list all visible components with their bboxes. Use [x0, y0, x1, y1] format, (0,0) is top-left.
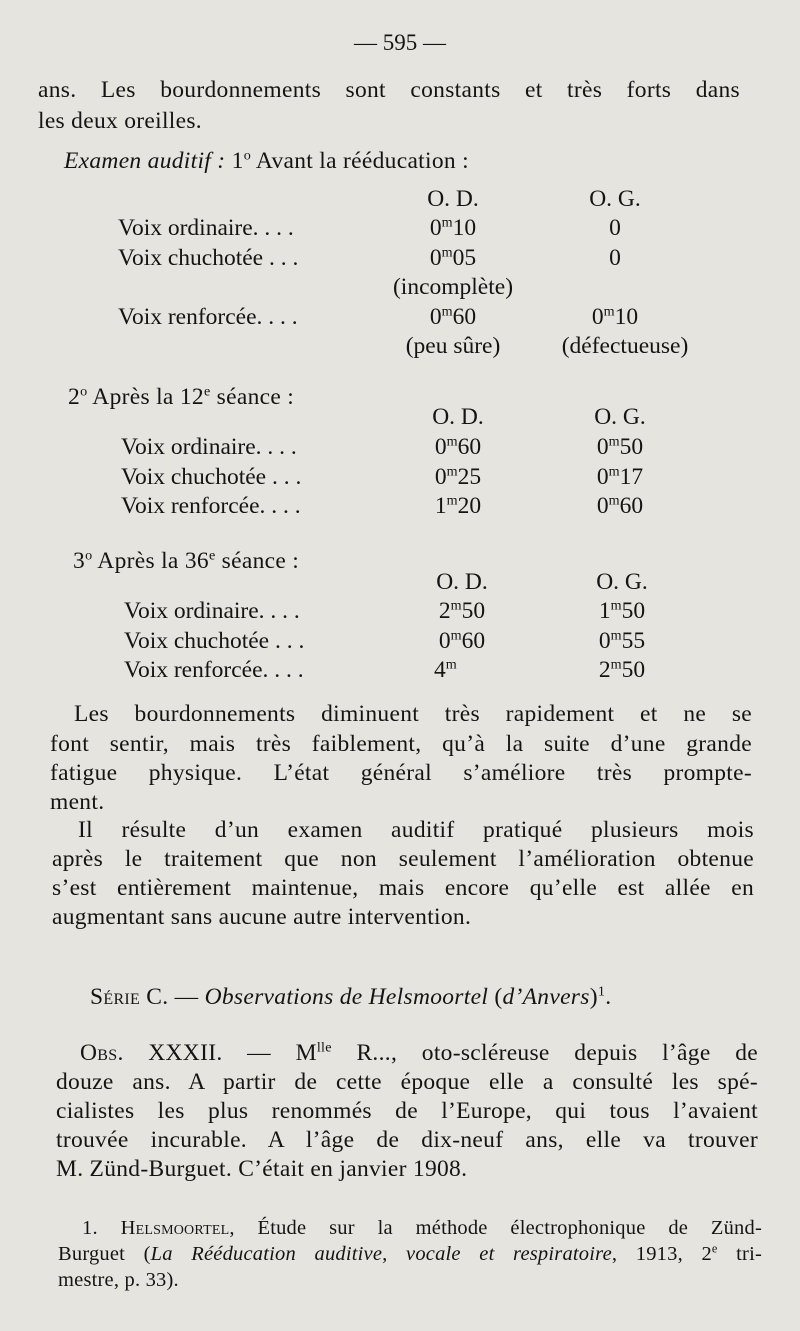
row-label: Voix chuchotée . . . — [118, 245, 299, 271]
para1-line-2: font sentir, mais très faiblement, qu’à la suite d’une grande — [50, 731, 752, 757]
og-value: 0$^m$50 — [596, 433, 644, 460]
para1-line-1: Les bourdonnements diminuent très rapidement et ne se — [74, 701, 752, 727]
footnote-line-3: mestre, p. 33). — [58, 1269, 179, 1291]
og-value: 0$^m$55 — [598, 627, 646, 654]
og-value: 1$^m$50 — [598, 597, 646, 624]
stage2-heading: 2$^o$ Après la 12e séance : — [68, 383, 295, 410]
para1-line-4: ment. — [50, 789, 105, 815]
table-row — [0, 493, 800, 523]
obs-line-4: trouvée incurable. A l’âge de dix-neuf ans, elle va trouver — [56, 1127, 758, 1153]
od-value: 0$^m$60 — [429, 303, 477, 330]
exam-ordinal: 1 — [231, 148, 244, 174]
table-row — [0, 598, 800, 628]
footnote-ref: 1 — [597, 983, 606, 1000]
od-value: 0$^m$60 — [434, 433, 482, 460]
od-value: 0$^m$05 — [429, 244, 477, 271]
table-row — [0, 434, 800, 464]
table1-head-og: O. G. — [589, 186, 641, 212]
footnote-line-1: 1. Helsmoortel, Étude sur la méthode électrophonique de Zünd- — [82, 1217, 762, 1239]
footnote-author: Helsmoortel — [120, 1217, 230, 1239]
obs-label: Obs. XXXII. — [80, 1040, 223, 1066]
od-value: 4$^m$ — [434, 656, 457, 683]
para2-line-4: augmentant sans aucune autre intervention. — [52, 904, 472, 930]
table-row — [0, 464, 800, 494]
table-row — [0, 245, 800, 275]
stage2-header — [0, 404, 800, 434]
para2-line-2: après le traitement que non seulement l’amélioration obtenue — [52, 846, 754, 872]
table-row — [0, 628, 800, 658]
table-row — [0, 304, 800, 334]
table1-head-od: O. D. — [427, 186, 479, 212]
exam-ordinal-sup: o — [243, 147, 252, 164]
og-value: 0$^m$17 — [596, 463, 644, 490]
exam-stage-title: Avant la rééducation : — [251, 148, 469, 174]
row-label: Voix ordinaire. . . . — [124, 598, 300, 624]
row-label: Voix ordinaire. . . . — [121, 434, 297, 460]
row-label: Voix renforcée. . . . — [118, 304, 298, 330]
page-number: — 595 — — [354, 30, 446, 55]
footnote-line-2: Burguet (La Rééducation auditive, vocale et respiratoire, 1913, 2e tri- — [58, 1241, 762, 1265]
og-value: 2$^m$50 — [598, 656, 646, 683]
table-row — [0, 657, 800, 687]
exam-heading — [64, 148, 469, 175]
table-note-row — [0, 333, 800, 363]
series-place: d’Anvers — [502, 984, 590, 1010]
table-note-row — [0, 274, 800, 304]
od-value: 0$^m$60 — [438, 627, 486, 654]
od-note: (incomplète) — [392, 274, 514, 300]
og-note: (défectueuse) — [561, 333, 689, 359]
od-value: 0$^m$25 — [434, 463, 482, 490]
row-label: Voix renforcée. . . . — [121, 493, 301, 519]
row-label: Voix chuchotée . . . — [121, 464, 302, 490]
series-label: Série C. — [90, 984, 169, 1010]
od-note: (peu sûre) — [405, 333, 501, 359]
para1-line-3: fatigue physique. L’état général s’améliore très prompte- — [50, 760, 752, 786]
stage2-head-og: O. G. — [594, 404, 646, 430]
obs-line-5: M. Zünd-Burguet. C’était en janvier 1908. — [56, 1156, 468, 1182]
og-value: 0 — [609, 245, 621, 271]
exam-label: Examen auditif : — [64, 148, 226, 174]
og-value: 0$^m$60 — [596, 492, 644, 519]
obs-line-3: cialistes les plus renommés de l’Europe, qui tous l’avaient — [56, 1098, 758, 1124]
intro-line-1: ans. Les bourdonnements sont constants et très forts dans — [38, 77, 740, 103]
para2-line-1: Il résulte d’un examen auditif pratiqué plusieurs mois — [78, 817, 754, 843]
row-label: Voix renforcée. . . . — [124, 657, 304, 683]
stage3-head-og: O. G. — [596, 569, 648, 595]
footnote-work-title: La Rééducation auditive, vocale et respiratoire — [150, 1243, 612, 1265]
od-value: 1$^m$20 — [434, 492, 482, 519]
og-value: 0$^m$10 — [591, 303, 639, 330]
od-value: 0$^m$10 — [429, 214, 477, 241]
obs-line-2: douze ans. A partir de cette époque elle a consulté les spé- — [56, 1069, 758, 1095]
series-heading: Série C. — Observations de Helsmoortel (d’Anvers)$^1$. — [90, 983, 612, 1010]
row-label: Voix chuchotée . . . — [124, 628, 305, 654]
stage3-header — [0, 569, 800, 599]
table-row — [0, 215, 800, 245]
para2-line-3: s’est entièrement maintenue, mais encore qu’elle est allée en — [52, 875, 754, 901]
od-value: 2$^m$50 — [438, 597, 486, 624]
stage3-head-od: O. D. — [436, 569, 488, 595]
stage3-heading: 3$^o$ Après la 36e séance : — [73, 547, 300, 574]
row-label: Voix ordinaire. . . . — [118, 215, 294, 241]
series-title: Observations de Helsmoortel — [204, 984, 489, 1010]
obs-line-1: Obs. XXXII. — $M^{lle}$ R..., oto-scléreuse depuis l’âge de — [80, 1039, 758, 1066]
table1-header — [0, 186, 800, 216]
intro-line-2: les deux oreilles. — [38, 108, 202, 134]
og-value: 0 — [609, 215, 621, 241]
stage2-head-od: O. D. — [432, 404, 484, 430]
